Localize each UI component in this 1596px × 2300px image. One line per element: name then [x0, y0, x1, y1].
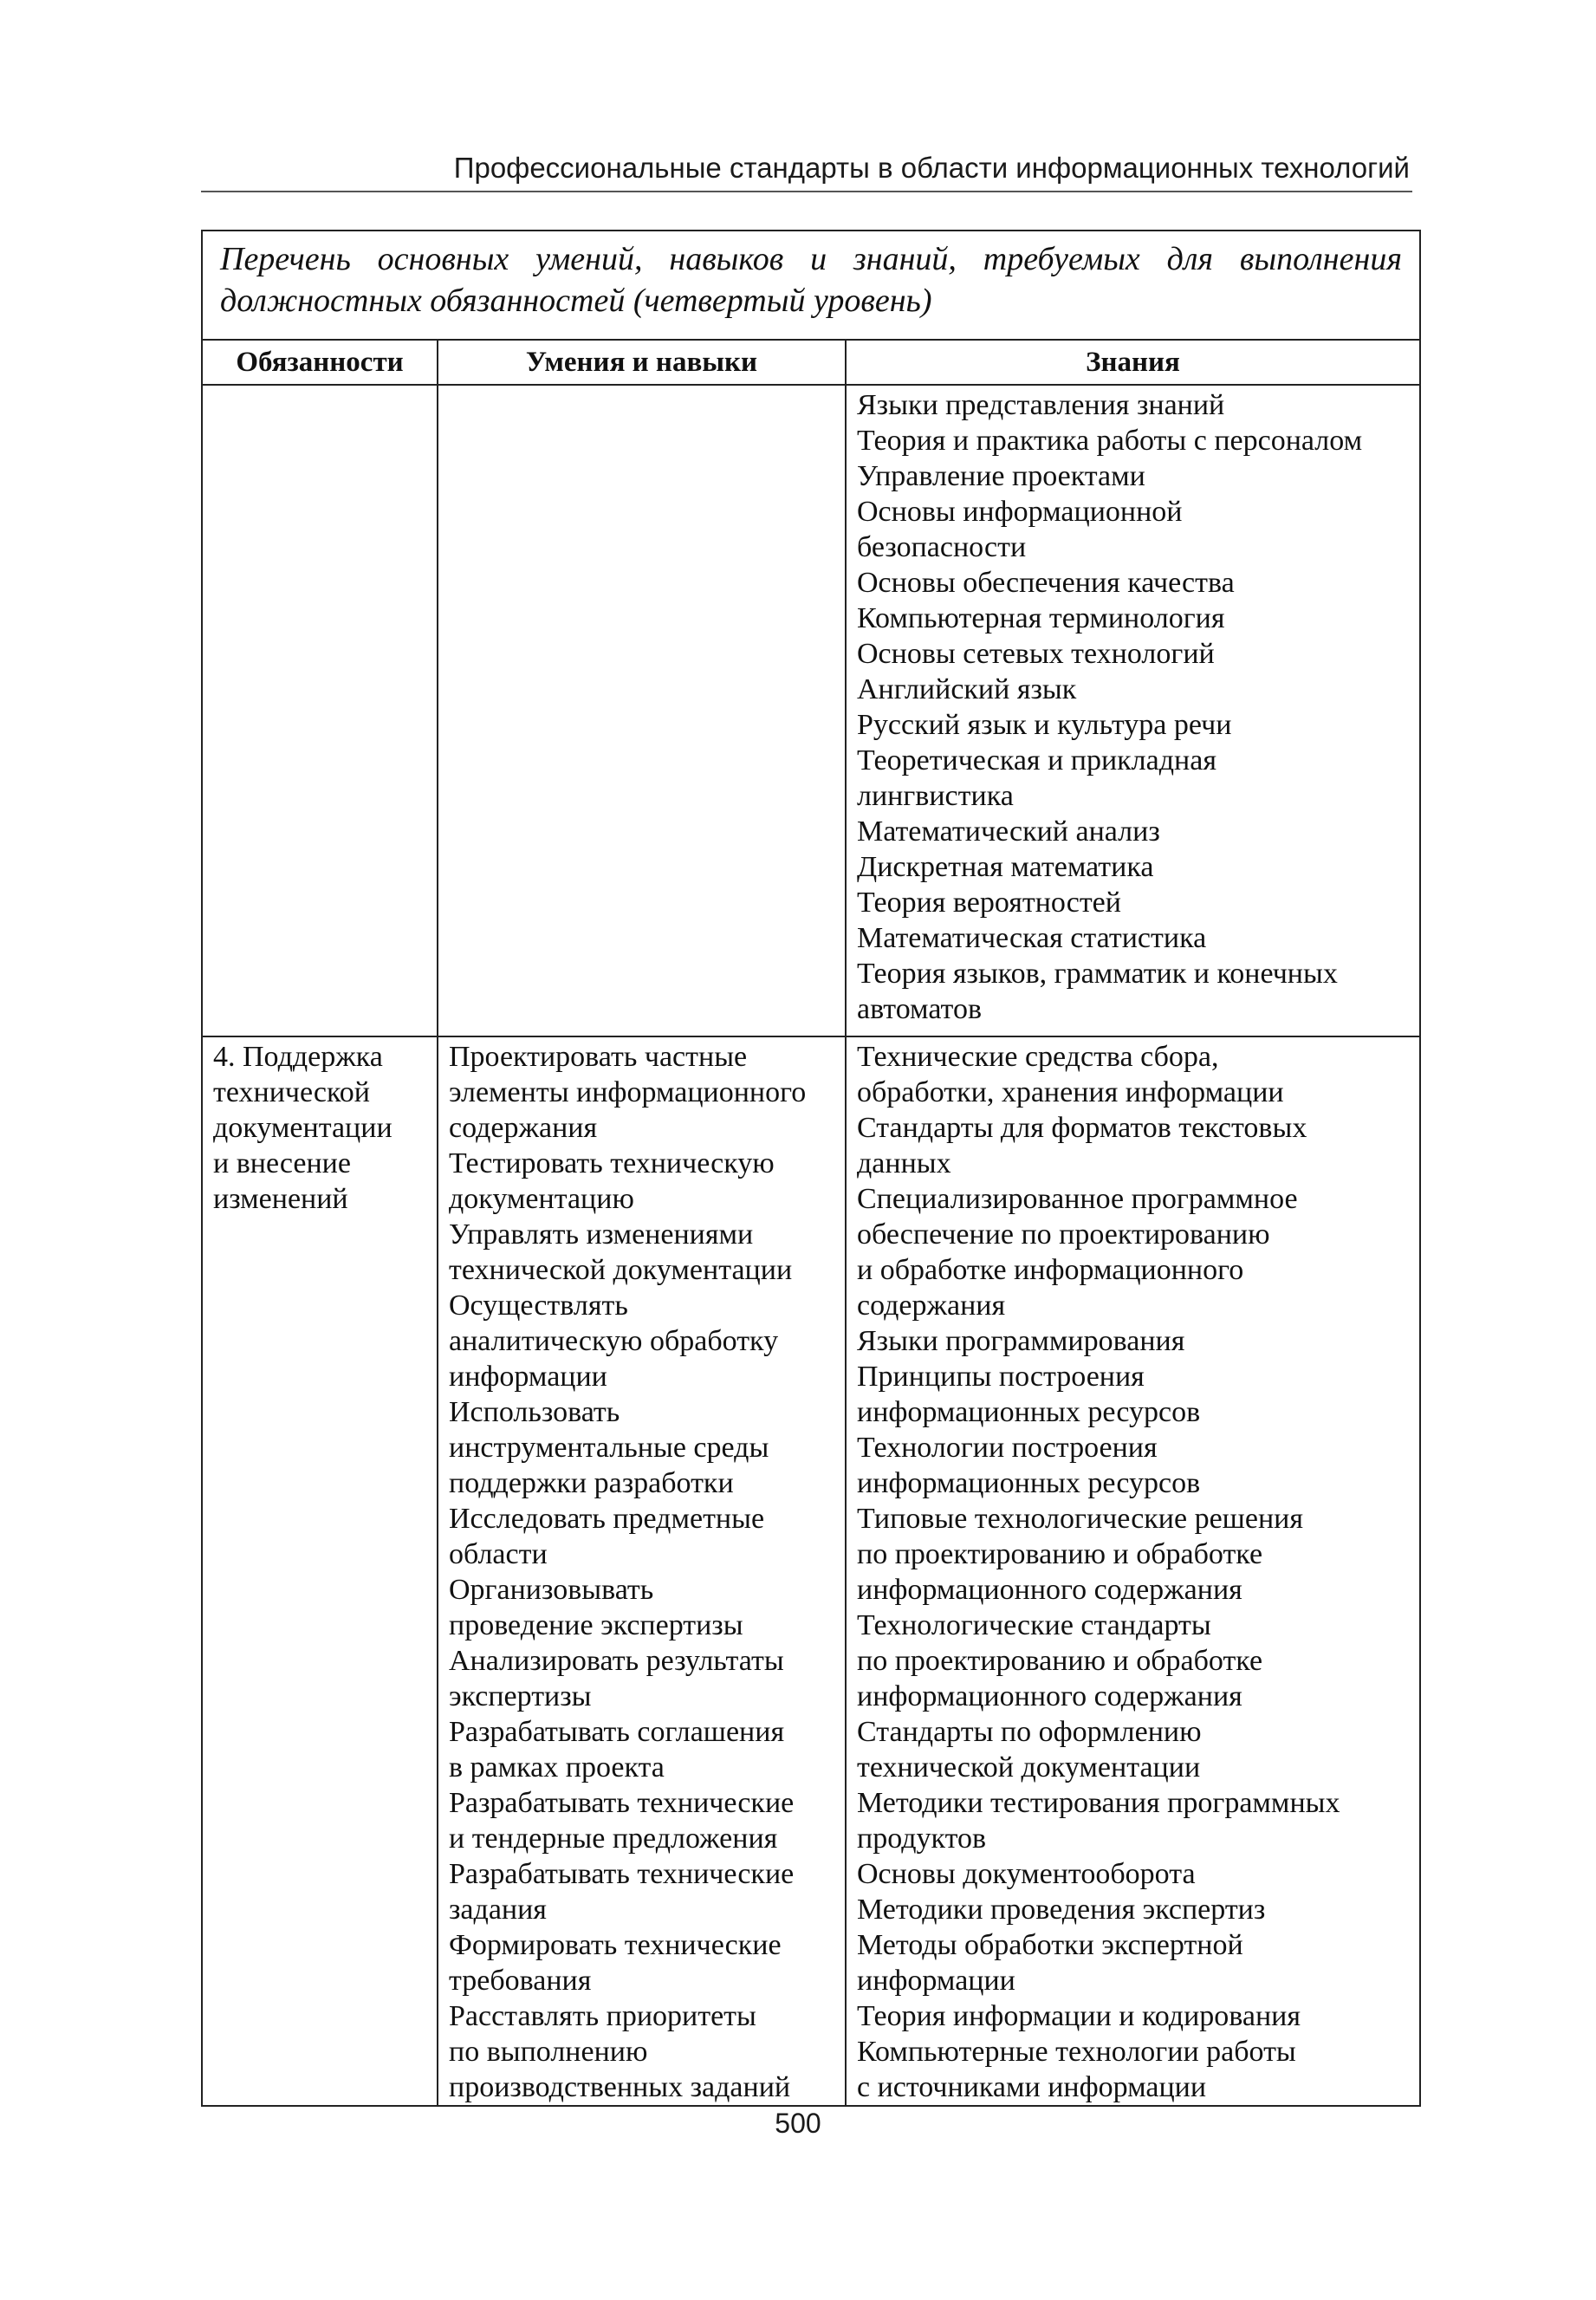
cell-line: Теория языков, грамматик и конечных — [857, 958, 1338, 990]
cell-line: Основы сетевых технологий — [857, 638, 1215, 670]
cell-line: инструментальные среды — [449, 1432, 769, 1464]
cell-line: автоматов — [857, 993, 983, 1025]
cell-line: Основы обеспечения качества — [857, 567, 1235, 599]
cell-line: Осуществлять — [449, 1290, 628, 1322]
skills-cell — [438, 1036, 846, 2106]
cell-line: Управлять изменениями — [449, 1218, 754, 1251]
cell-line: Принципы построения — [857, 1361, 1145, 1393]
cell-line: информационных ресурсов — [857, 1396, 1201, 1428]
cell-line: области — [449, 1538, 548, 1570]
cell-line: Расставлять приоритеты — [449, 2000, 756, 2032]
cell-line: Компьютерная терминология — [857, 602, 1225, 634]
cell-line: Стандарты по оформлению — [857, 1716, 1202, 1748]
cell-line: проведение экспертизы — [449, 1609, 743, 1641]
cell-line: 4. Поддержка — [213, 1041, 383, 1073]
cell-line: в рамках проекта — [449, 1751, 665, 1783]
cell-line: обработки, хранения информации — [857, 1076, 1284, 1108]
cell-line: содержания — [449, 1112, 598, 1144]
cell-line: по проектированию и обработке — [857, 1645, 1263, 1677]
header-row — [202, 340, 1420, 385]
cell-line: Английский язык — [857, 673, 1077, 705]
cell-line: и тендерные предложения — [449, 1822, 778, 1855]
page-number: 500 — [775, 2108, 821, 2139]
cell-line: документации — [213, 1112, 393, 1144]
cell-line: продуктов — [857, 1822, 987, 1855]
cell-line: и внесение — [213, 1147, 351, 1179]
cell-line: с источниками информации — [857, 2071, 1207, 2103]
cell-line: Проектировать частные — [449, 1041, 748, 1073]
cell-line: Разрабатывать технические — [449, 1858, 795, 1890]
cell-line: Типовые технологические решения — [857, 1503, 1303, 1535]
cell-line: Стандарты для форматов текстовых — [857, 1112, 1307, 1144]
cell-line: Дискретная математика — [857, 851, 1154, 883]
column-header-skills: Умения и навыки — [438, 340, 846, 385]
cell-line: Языки представления знаний — [857, 389, 1225, 421]
cell-line: информационного содержания — [857, 1680, 1242, 1712]
cell-line: Методики тестирования программных — [857, 1787, 1340, 1819]
duties-cell — [202, 385, 438, 1036]
cell-line: Разрабатывать соглашения — [449, 1716, 785, 1748]
cell-line: Тестировать техническую — [449, 1147, 775, 1179]
cell-line: Теория и практика работы с персоналом — [857, 425, 1363, 457]
cell-line: Формировать технические — [449, 1929, 782, 1961]
cell-line: Организовывать — [449, 1574, 654, 1606]
column-header-knowledge: Знания — [846, 340, 1420, 385]
cell-line: Основы документооборота — [857, 1858, 1196, 1890]
cell-line: требования — [449, 1965, 592, 1997]
cell-line: задания — [449, 1894, 547, 1926]
cell-line: Математический анализ — [857, 815, 1160, 848]
cell-line: производственных заданий — [449, 2071, 791, 2103]
cell-line: Теоретическая и прикладная — [857, 744, 1216, 776]
cell-line: по выполнению — [449, 2036, 648, 2068]
table-row — [202, 385, 1420, 1036]
cell-line: информационного содержания — [857, 1574, 1242, 1606]
cell-line: изменений — [213, 1183, 348, 1215]
cell-line: Анализировать результаты — [449, 1645, 784, 1677]
cell-line: безопасности — [857, 531, 1027, 563]
knowledge-cell — [846, 385, 1420, 1036]
running-header — [201, 151, 1412, 192]
cell-line: данных — [857, 1147, 951, 1179]
cell-line: Языки программирования — [857, 1325, 1185, 1357]
cell-line: информации — [857, 1965, 1015, 1997]
duties-cell — [202, 1036, 438, 2106]
cell-line: обеспечение по проектированию — [857, 1218, 1270, 1251]
cell-line: технической документации — [857, 1751, 1201, 1783]
cell-line: информации — [449, 1361, 607, 1393]
cell-line: поддержки разработки — [449, 1467, 734, 1499]
cell-line: Управление проектами — [857, 460, 1145, 492]
cell-line: Русский язык и культура речи — [857, 709, 1232, 741]
cell-line: Технические средства сбора, — [857, 1041, 1219, 1073]
cell-line: Методики проведения экспертиз — [857, 1894, 1266, 1926]
cell-line: Исследовать предметные — [449, 1503, 765, 1535]
cell-line: Теория информации и кодирования — [857, 2000, 1301, 2032]
cell-line: содержания — [857, 1290, 1006, 1322]
knowledge-cell — [846, 1036, 1420, 2106]
cell-line: документацию — [449, 1183, 634, 1215]
cell-line: по проектированию и обработке — [857, 1538, 1263, 1570]
table-caption: Перечень основных умений, навыков и знаний, требуемых для выполнения должностных обязанностей (четвертый уровень) — [202, 231, 1420, 340]
cell-line: аналитическую обработку — [449, 1325, 779, 1357]
running-header-text: Профессиональные стандарты в области информационных технологий — [453, 152, 1410, 184]
cell-line: Технологии построения — [857, 1432, 1158, 1464]
cell-line: технической — [213, 1076, 371, 1108]
cell-line: Методы обработки экспертной — [857, 1929, 1243, 1961]
caption-row — [202, 231, 1420, 340]
cell-line: и обработке информационного — [857, 1254, 1244, 1286]
cell-line: элементы информационного — [449, 1076, 807, 1108]
cell-line: лингвистика — [857, 780, 1014, 812]
cell-line: информационных ресурсов — [857, 1467, 1201, 1499]
skills-table — [201, 230, 1421, 2107]
table-row — [202, 1036, 1420, 2106]
skills-cell — [438, 385, 846, 1036]
cell-line: Специализированное программное — [857, 1183, 1298, 1215]
cell-line: Использовать — [449, 1396, 620, 1428]
cell-line: Технологические стандарты — [857, 1609, 1211, 1641]
cell-line: Компьютерные технологии работы — [857, 2036, 1296, 2068]
cell-line: Основы информационной — [857, 496, 1183, 528]
cell-line: технической документации — [449, 1254, 793, 1286]
cell-line: Разрабатывать технические — [449, 1787, 795, 1819]
cell-line: Математическая статистика — [857, 922, 1207, 954]
cell-line: экспертизы — [449, 1680, 592, 1712]
cell-line: Теория вероятностей — [857, 887, 1121, 919]
column-header-duties: Обязанности — [202, 340, 438, 385]
